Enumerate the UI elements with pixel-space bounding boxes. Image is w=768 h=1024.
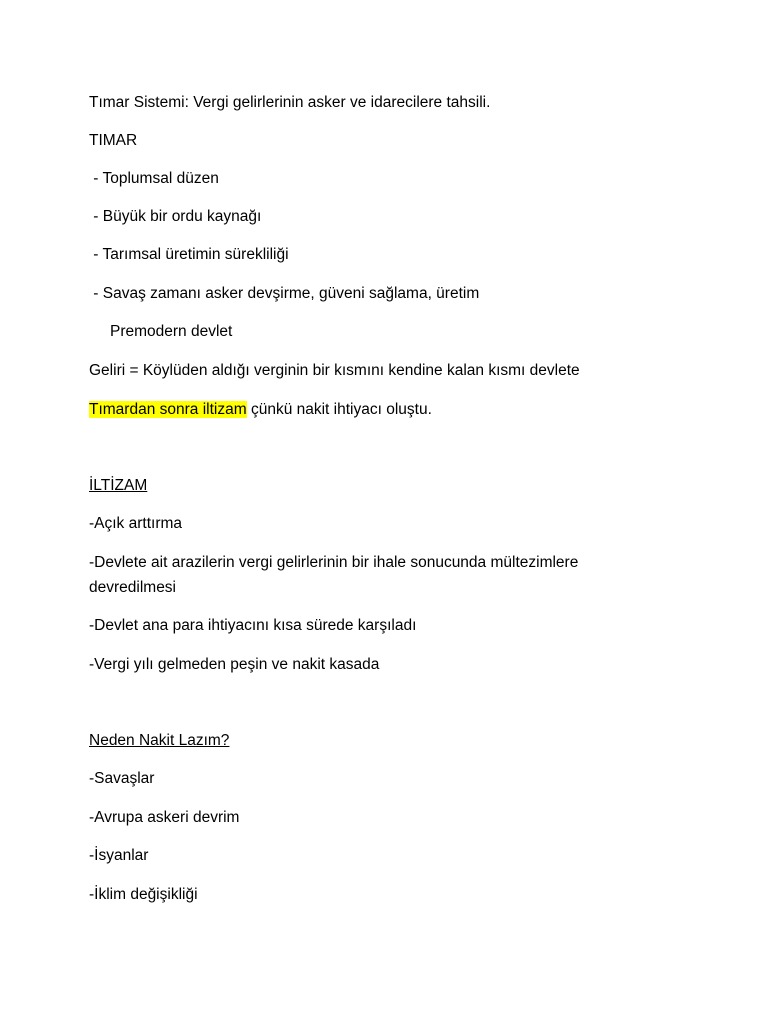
iltizam-item-tender-cont: devredilmesi [89,579,177,596]
iltizam-item-auction: -Açık arttırma [89,515,183,532]
geliri-line: Geliri = Köylüden aldığı verginin bir kısmını kendine kalan kısmı devlete [89,362,580,379]
iltizam-heading: İLTİZAM [89,477,148,494]
iltizam-item-advance: -Vergi yılı gelmeden peşin ve nakit kasada [89,656,380,673]
nakit-item-wars: -Savaşlar [89,770,155,787]
highlighted-text: Tımardan sonra iltizam [89,401,247,418]
transition-rest: çünkü nakit ihtiyacı oluştu. [246,401,432,418]
iltizam-item-tender: -Devlete ait arazilerin vergi gelirlerinin bir ihale sonucunda mültezimlere [89,554,579,571]
transition-line [89,400,432,420]
nakit-item-rebellions: -İsyanlar [89,847,149,864]
nakit-item-climate: -İklim değişikliği [89,886,198,903]
timar-item-war-time: - Savaş zamanı asker devşirme, güveni sağlama, üretim [89,285,480,302]
premodern-line: Premodern devlet [110,323,233,340]
timar-item-social-order: - Toplumsal düzen [89,170,219,187]
iltizam-item-cash-need: -Devlet ana para ihtiyacını kısa sürede karşıladı [89,617,417,634]
timar-heading: TIMAR [89,132,138,149]
timar-item-army-source: - Büyük bir ordu kaynağı [89,208,262,225]
nakit-heading: Neden Nakit Lazım? [89,732,230,749]
intro-line: Tımar Sistemi: Vergi gelirlerinin asker ve idarecilere tahsili. [89,94,491,111]
nakit-item-military-revolution: -Avrupa askeri devrim [89,809,240,826]
timar-item-agriculture: - Tarımsal üretimin sürekliliği [89,246,289,263]
